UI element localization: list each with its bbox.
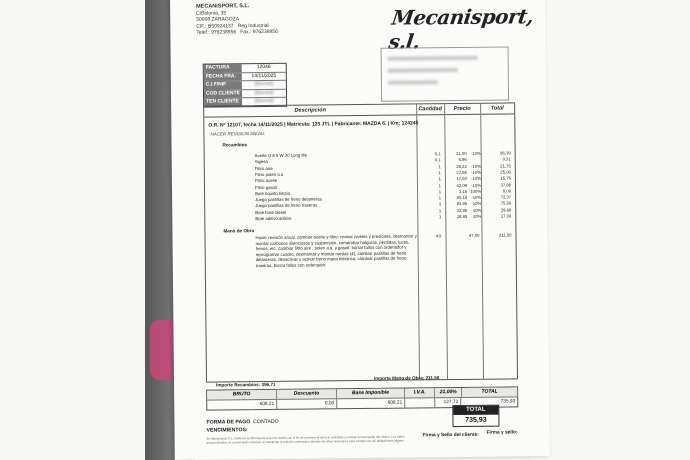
item-quantity: 1 xyxy=(438,170,441,176)
item-total: 96,39 xyxy=(500,150,511,156)
item-quantity: 0,1 xyxy=(434,157,441,163)
item-price: 17,50 xyxy=(456,176,467,182)
item-name: Filtro gasoil xyxy=(254,184,277,190)
meta-value: 12046 xyxy=(256,63,271,71)
item-quantity: 1 xyxy=(438,195,442,201)
item-name: Bote líquido limpia xyxy=(255,190,291,196)
totals-value-descuento: 0,00 xyxy=(277,399,337,409)
item-name: Filtro aceite xyxy=(254,178,278,184)
totals-header-iva-rate: 21,00% xyxy=(435,388,462,398)
meta-label: TEN CLIENTE xyxy=(204,98,242,106)
mano-obra-total-label: Importe Mano de Obra: xyxy=(373,375,425,381)
item-discount: -10% xyxy=(471,201,482,207)
item-price: 32,95 xyxy=(456,207,468,213)
tel-label: Telef.: xyxy=(196,29,210,36)
item-discount: -10% xyxy=(471,194,482,200)
item-total: 72,37 xyxy=(500,194,512,200)
item-quantity: 1 xyxy=(438,188,442,194)
item-total: 0,31 xyxy=(502,156,511,162)
item-price: 3,15 xyxy=(458,188,468,194)
item-quantity: 1 xyxy=(438,163,441,169)
item-price: 26,22 xyxy=(456,163,467,169)
payment-method-value: CONTADO xyxy=(253,418,279,426)
company-tel-row xyxy=(196,29,278,36)
background-right xyxy=(530,0,690,460)
item-quantity: 1 xyxy=(438,207,442,213)
header-price: Precio xyxy=(444,104,480,115)
labour-quantity: 4,5 xyxy=(435,233,442,239)
fax-label: Fax.: xyxy=(240,29,252,36)
meta-value-redacted: [blurred] xyxy=(254,89,274,96)
meta-label: FECHA FRA. xyxy=(204,73,242,81)
item-name: Aceite Q 8 5 W 30 Long life xyxy=(254,152,307,159)
brand-logo: Mecanisport, s.l. xyxy=(387,4,535,54)
item-total: 0,00 xyxy=(502,188,512,194)
meta-label: COD CLIENTE xyxy=(204,90,242,98)
recambios-total xyxy=(216,382,276,388)
item-price: 21,00 xyxy=(456,150,467,157)
workshop-signature-label: Firma y sello: xyxy=(486,430,518,436)
item-price: 83,95 xyxy=(456,201,468,207)
grand-total-value: 735,93 xyxy=(465,416,487,424)
fax-value: 976238956 xyxy=(252,28,278,36)
totals-header-total: TOTAL xyxy=(462,387,517,398)
background-left xyxy=(0,0,150,460)
company-street: C/Bolonia, 35 xyxy=(196,9,227,17)
item-discount: -10% xyxy=(471,169,481,175)
payment-method-label: FORMA DE PAGO xyxy=(206,419,251,426)
section-mano-de-obra: Mano de Obra xyxy=(223,228,255,234)
item-total: 75,56 xyxy=(500,200,512,206)
meta-value: 14/11/2025 xyxy=(251,72,277,79)
redacted-line xyxy=(388,56,478,61)
redacted-line xyxy=(388,80,438,85)
meta-value-redacted: [blurred] xyxy=(254,80,274,88)
item-discount: -10% xyxy=(470,150,481,156)
item-total: 15,75 xyxy=(500,175,511,181)
item-discount: -100% xyxy=(468,188,482,194)
reg-industrial: Reg.Industrial xyxy=(237,22,269,29)
item-discount: -10% xyxy=(471,213,482,219)
item-price: 42,09 xyxy=(456,182,467,188)
item-name: Juego pastillas de freno delanteras xyxy=(255,196,322,203)
item-discount: -10% xyxy=(471,207,482,213)
item-discount: -10% xyxy=(471,182,481,188)
item-name: Bote forte diesel xyxy=(255,209,287,215)
item-name: Filtro aire xyxy=(254,165,273,171)
item-price: 80,14 xyxy=(456,194,468,201)
grand-total-label: TOTAL xyxy=(453,406,498,415)
invoice-paper xyxy=(170,0,550,460)
totals-header-descuento: Descuento xyxy=(277,389,337,400)
redacted-line xyxy=(388,68,458,73)
totals-header-base: Base Imponible xyxy=(337,389,405,400)
labour-total: 211,50 xyxy=(498,232,512,238)
payment-method xyxy=(206,419,278,426)
item-quantity: 5,1 xyxy=(434,151,441,157)
cif-label: CIF.: xyxy=(196,23,207,30)
invoice-meta-table xyxy=(203,63,287,107)
item-name: Bote aditivo aditivo xyxy=(255,215,292,222)
header-quantity: Cantidad xyxy=(416,104,444,115)
header-description: Descripción xyxy=(204,104,416,117)
item-name: Juego pastillas de freno traseras xyxy=(255,202,318,209)
company-info xyxy=(196,3,278,36)
labour-description: Hacer revisión anual, cambiar aceite y filtro, revisar niveles y presiones, desmontar y montar carbonos silenciosos y suspensión, comprobar holguras, perdidas, luces, frenos, etc. cambiar filtro aire , polen a.a. y gasoil. borrar fallos con ordenador y reprogramar cuadro, desmontar y montar ruedas (4), cambiar pastillas de freno delanteras, desactivar y activar freno mano eléctrico, cambiar pastillas de freno traseras, borrar fallos con ordenador. xyxy=(255,233,417,269)
header-total: Total xyxy=(480,103,514,114)
meta-label: FACTURA xyxy=(204,64,242,72)
legal-notice: En Mecanisport S.L. tratamos la información que nos facilita con el fin de prestarle el servicio solicitado y realizar la facturación del mismo. Los datos proporcionados se conservarán mientras se mantenga la relación comercial o durante los años necesarios para cumplir con las obligaciones legales. xyxy=(206,434,405,445)
column-divider xyxy=(444,104,448,379)
recambios-total-label: Importe Recambios: xyxy=(216,382,261,388)
invoice-lines-table xyxy=(203,102,518,382)
totals-value-bruto: 608,21 xyxy=(207,400,277,410)
totals-header-iva: I.V.A. xyxy=(405,388,436,398)
item-total: 25,06 xyxy=(500,169,511,175)
due-dates-label: VENCIMIENTOS: xyxy=(206,427,248,434)
item-price: 18,95 xyxy=(456,213,468,220)
mano-obra-total xyxy=(374,375,439,381)
company-city: 50008 ZARAGOZA xyxy=(196,16,240,23)
totals-value-iva-empty xyxy=(405,398,435,407)
work-order-line: O.R. Nº 12107, fecha 14/11/2025 | Matrícula: 125 JTL | Fabricante: MAZDA 6. | Km: 124245 xyxy=(208,120,419,129)
item-quantity: 1 xyxy=(438,182,442,188)
recambios-total-value: 396,71 xyxy=(261,381,276,388)
item-price: 5,96 xyxy=(458,157,467,163)
tel-value: 976238956 xyxy=(211,29,237,36)
labour-price: 47,00 xyxy=(468,232,480,238)
item-quantity: 1 xyxy=(438,214,442,220)
item-name: Filtro polen a.a xyxy=(254,171,284,178)
item-discount: -10% xyxy=(471,175,481,182)
column-divider xyxy=(480,104,484,379)
item-quantity: 1 xyxy=(438,201,442,207)
grand-total-box xyxy=(452,405,499,427)
totals-value-total: 735,93 xyxy=(500,399,516,405)
item-name: Sigesa xyxy=(254,159,268,165)
totals-value-iva: 127,72 xyxy=(435,398,461,407)
cif-value: B50924137 xyxy=(207,22,234,30)
section-recambios: Recambios xyxy=(222,142,248,148)
client-address-box-redacted xyxy=(381,46,510,101)
item-price: 27,84 xyxy=(456,169,467,175)
company-name: MECANISPORT, S.L. xyxy=(196,3,250,10)
item-total: 17,06 xyxy=(500,213,512,219)
totals-header-bruto: BRUTO xyxy=(207,390,277,401)
item-discount: -10% xyxy=(470,163,481,169)
work-order-subtitle: HACER REVISION ANUAL xyxy=(210,131,266,137)
meta-value-redacted: [blurred] xyxy=(254,97,274,105)
item-total: 21,75 xyxy=(500,163,511,169)
meta-label: C.I.F/NIF xyxy=(204,81,242,89)
mano-obra-total-value: 211,50 xyxy=(425,375,440,381)
item-total: 37,88 xyxy=(500,181,511,188)
client-signature-label: Firma y Sello del cliente: xyxy=(422,432,479,439)
item-quantity: 1 xyxy=(438,176,441,182)
item-total: 29,66 xyxy=(500,207,512,213)
totals-value-base: 608,21 xyxy=(337,399,405,409)
